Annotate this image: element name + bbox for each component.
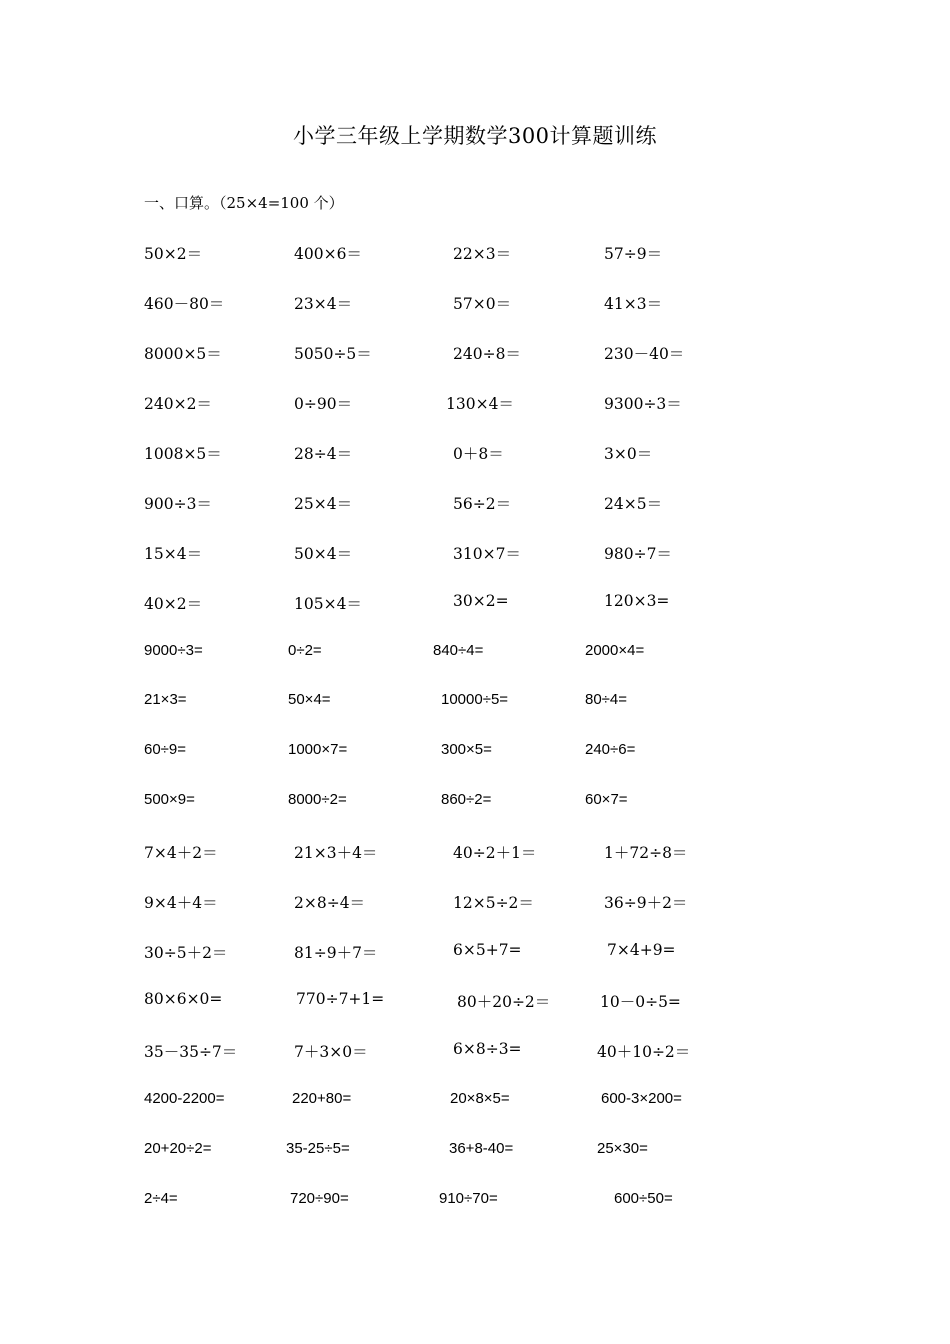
problem-item: 240×2＝ [144,395,212,413]
problem-item: 50×4＝ [294,545,353,563]
problem-row [0,1040,950,1064]
problem-item: 10000÷5= [441,691,509,708]
problem-item: 5050÷5＝ [294,345,372,363]
problem-item: 6×5+7= [453,941,522,959]
problem-item: 460－80＝ [144,295,225,313]
problem-item: 9300÷3＝ [604,395,682,413]
problem-item: 20+20÷2= [144,1140,212,1157]
problem-item: 105×4＝ [294,595,362,613]
problem-row [0,841,950,865]
problem-item: 1000×7= [288,741,348,758]
problem-row [0,1190,950,1214]
problem-item: 50×2＝ [144,245,203,263]
problem-item: 8000÷2= [288,791,347,808]
problem-item: 860÷2= [441,791,492,808]
problem-item: 22×3＝ [453,245,512,263]
problem-item: 2÷4= [144,1190,178,1207]
problem-row [0,242,950,266]
problem-row [0,891,950,915]
problem-item: 20×8×5= [450,1090,510,1107]
problem-item: 36+8-40= [449,1140,514,1157]
problem-item: 4200-2200= [144,1090,225,1107]
problem-item: 12×5÷2＝ [453,894,534,912]
problem-item: 0÷90＝ [294,395,353,413]
problem-row [0,1090,950,1114]
problem-item: 230－40＝ [604,345,685,363]
problem-item: 910÷70= [439,1190,498,1207]
problem-item: 1＋72÷8＝ [604,844,688,862]
problem-item: 28÷4＝ [294,445,353,463]
problem-row [0,542,950,566]
problem-item: 300×5= [441,741,492,758]
problem-item: 40×2＝ [144,595,203,613]
problem-item: 3×0＝ [604,445,653,463]
problem-item: 400×6＝ [294,245,362,263]
problem-item: 600÷50= [614,1190,673,1207]
problem-item: 6×8÷3= [453,1040,522,1058]
problem-item: 35-25÷5= [286,1140,350,1157]
problem-item: 25×4＝ [294,495,353,513]
problem-item: 30×2= [453,592,509,610]
problem-item: 30÷5＋2＝ [144,944,228,962]
problem-item: 50×4= [288,691,331,708]
problem-item: 220+80= [292,1090,352,1107]
problem-item: 80＋20÷2＝ [457,993,551,1011]
problem-item: 56÷2＝ [453,495,512,513]
problem-item: 24×5＝ [604,495,663,513]
problem-item: 120×3= [604,592,670,610]
problem-item: 23×4＝ [294,295,353,313]
problem-item: 0÷2= [288,642,322,659]
problem-item: 7＋3×0＝ [294,1043,368,1061]
problem-item: 60×7= [585,791,628,808]
problem-item: 1008×5＝ [144,445,222,463]
problem-item: 40＋10÷2＝ [597,1043,691,1061]
problem-row [0,941,950,965]
problem-item: 36÷9＋2＝ [604,894,688,912]
problem-item: 35－35÷7＝ [144,1043,238,1061]
problem-item: 9000÷3= [144,642,203,659]
problem-item: 57÷9＝ [604,245,663,263]
problem-item: 80×6×0= [144,990,223,1008]
problem-item: 40÷2＋1＝ [453,844,537,862]
problem-item: 41×3＝ [604,295,663,313]
problem-item: 310×7＝ [453,545,521,563]
problem-item: 10－0÷5= [600,993,681,1011]
problem-row [0,292,950,316]
problem-item: 81÷9＋7＝ [294,944,378,962]
problem-row [0,741,950,765]
problem-item: 7×4+9= [607,941,676,959]
problem-row [0,791,950,815]
problem-item: 770÷7+1= [296,990,385,1008]
problem-item: 57×0＝ [453,295,512,313]
problem-item: 2000×4= [585,642,645,659]
problem-item: 240÷8＝ [453,345,521,363]
problem-row [0,392,950,416]
problem-item: 15×4＝ [144,545,203,563]
problem-item: 21×3= [144,691,187,708]
problem-row [0,642,950,666]
problem-item: 9×4＋4＝ [144,894,218,912]
problem-item: 900÷3＝ [144,495,212,513]
problem-item: 7×4＋2＝ [144,844,218,862]
section-heading: 一、口算。（25×4=100 个） [144,194,344,212]
problem-item: 80÷4= [585,691,628,708]
problem-row [0,492,950,516]
problem-item: 25×30= [597,1140,648,1157]
problem-item: 130×4＝ [446,395,514,413]
problem-item: 840÷4= [433,642,484,659]
problem-row [0,691,950,715]
problem-row [0,1140,950,1164]
problem-item: 0＋8＝ [453,445,504,463]
problem-item: 2×8÷4＝ [294,894,366,912]
problem-item: 980÷7＝ [604,545,672,563]
problem-item: 21×3＋4＝ [294,844,378,862]
problem-item: 8000×5＝ [144,345,222,363]
problem-row [0,990,950,1014]
problem-row [0,592,950,616]
problem-item: 500×9= [144,791,195,808]
problem-item: 240÷6= [585,741,636,758]
problem-row [0,342,950,366]
problem-item: 720÷90= [290,1190,349,1207]
problem-row [0,442,950,466]
problem-item: 60÷9= [144,741,187,758]
problem-item: 600-3×200= [601,1090,682,1107]
page-title: 小学三年级上学期数学300计算题训练 [292,124,658,148]
